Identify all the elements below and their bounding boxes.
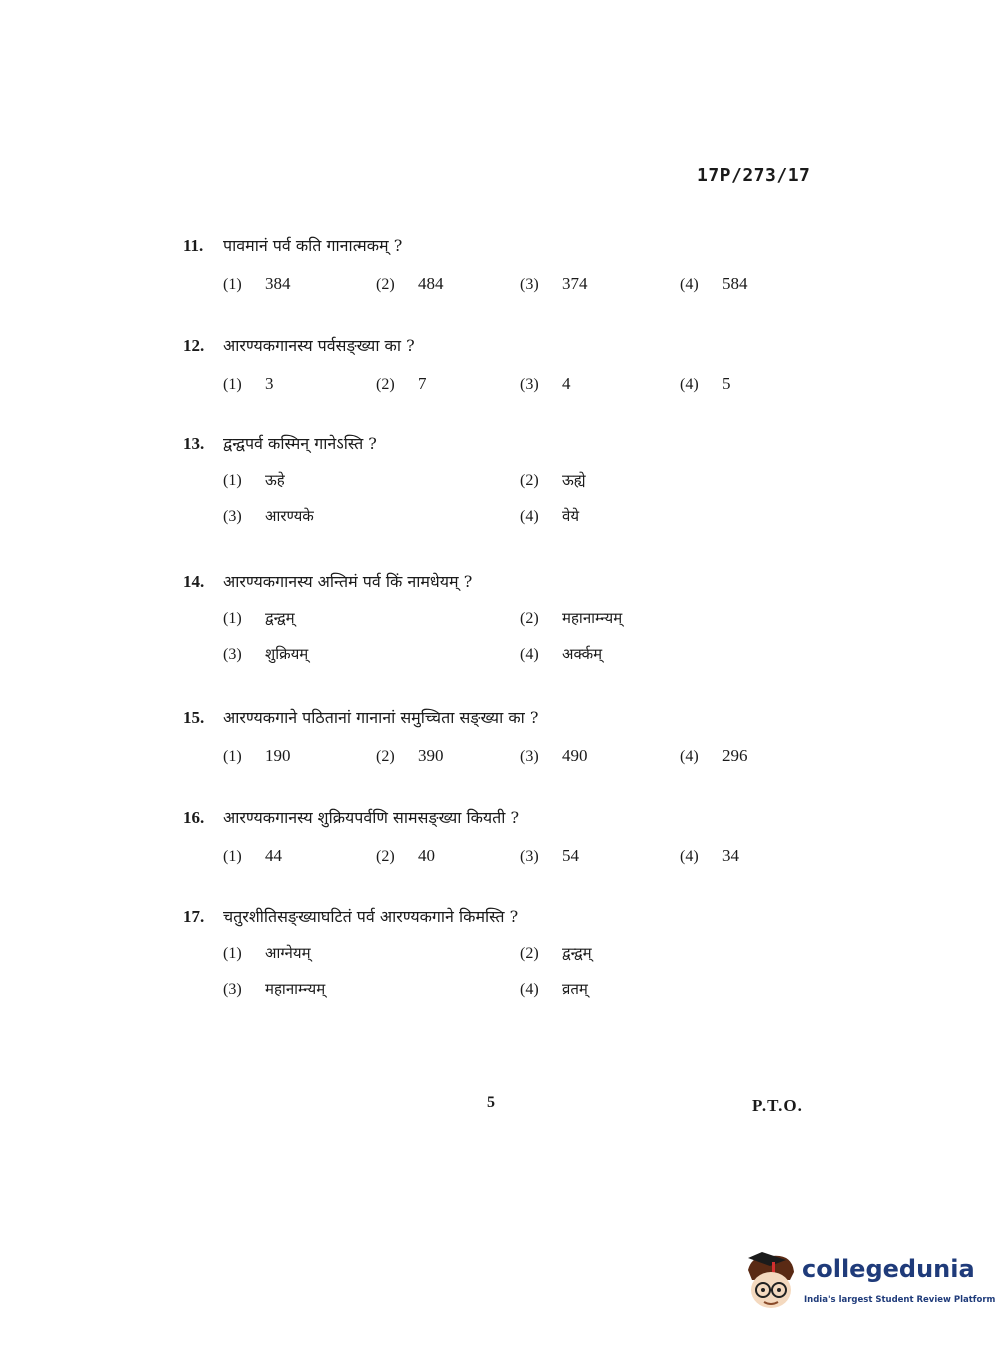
- option-2: (2) द्वन्द्वम्: [520, 944, 592, 962]
- question-number: 12.: [183, 336, 205, 355]
- option-3: (3) 54: [520, 846, 579, 865]
- brand-name: collegedunia: [802, 1255, 975, 1283]
- option-1: (1) द्वन्द्वम्: [223, 609, 295, 627]
- question-text: चतुरशीतिसङ्ख्याघटितं पर्व आरण्यकगाने किमस्ति ?: [223, 907, 519, 926]
- question-text: पावमानं पर्व कति गानात्मकम् ?: [223, 236, 403, 255]
- question-number: 11.: [183, 236, 204, 255]
- question-number: 17.: [183, 907, 205, 926]
- option-2: (2) 390: [376, 746, 444, 765]
- question-number: 15.: [183, 708, 205, 727]
- option-2: (2) ऊह्ये: [520, 471, 586, 489]
- option-4: (4) 584: [680, 274, 748, 293]
- option-3: (3) 374: [520, 274, 588, 293]
- paper-code: 17P/273/17: [697, 165, 811, 186]
- question-13: [183, 432, 783, 530]
- option-4: (4) 5: [680, 374, 731, 393]
- question-14: [183, 570, 783, 668]
- option-2: (2) 484: [376, 274, 444, 293]
- question-15: [183, 706, 783, 770]
- question-17: [183, 905, 783, 1003]
- option-3: (3) 490: [520, 746, 588, 765]
- collegedunia-watermark: [742, 1250, 996, 1320]
- option-4: (4) अर्क्कम्: [520, 645, 603, 663]
- option-3: (3) आरण्यके: [223, 507, 314, 525]
- option-1: (1) 3: [223, 374, 274, 393]
- option-1: (1) 44: [223, 846, 282, 865]
- option-4: (4) व्रतम्: [520, 980, 588, 998]
- option-1: (1) आग्नेयम्: [223, 944, 311, 962]
- option-4: (4) 34: [680, 846, 739, 865]
- option-1: (1) 384: [223, 274, 291, 293]
- option-3: (3) 4: [520, 374, 571, 393]
- question-text: आरण्यकगानस्य पर्वसङ्ख्या का ?: [223, 336, 415, 355]
- question-16: [183, 806, 783, 870]
- question-number: 16.: [183, 808, 205, 827]
- option-4: (4) वेये: [520, 507, 580, 525]
- question-text: आरण्यकगाने पठितानां गानानां समुच्चिता सङ्ख्या का ?: [223, 708, 539, 727]
- option-3: (3) महानाम्न्यम्: [223, 980, 326, 998]
- option-1: (1) ऊहे: [223, 471, 285, 489]
- option-3: (3) शुक्रियम्: [223, 645, 309, 663]
- option-2: (2) 40: [376, 846, 435, 865]
- question-number: 14.: [183, 572, 205, 591]
- option-2: (2) 7: [376, 374, 427, 393]
- mascot-icon: [742, 1250, 800, 1314]
- question-number: 13.: [183, 434, 205, 453]
- option-1: (1) 190: [223, 746, 291, 765]
- option-4: (4) 296: [680, 746, 748, 765]
- question-text: द्वन्द्वपर्व कस्मिन् गानेऽस्ति ?: [223, 434, 377, 453]
- question-12: [183, 334, 783, 398]
- question-text: आरण्यकगानस्य अन्तिमं पर्व किं नामधेयम् ?: [223, 572, 473, 591]
- page-number: 5: [487, 1094, 495, 1111]
- option-2: (2) महानाम्न्यम्: [520, 609, 623, 627]
- pto-label: P.T.O.: [752, 1096, 803, 1115]
- question-text: आरण्यकगानस्य शुक्रियपर्वणि सामसङ्ख्या कियती ?: [223, 808, 520, 827]
- brand-tagline: India's largest Student Review Platform: [804, 1295, 996, 1305]
- question-11: [183, 234, 783, 298]
